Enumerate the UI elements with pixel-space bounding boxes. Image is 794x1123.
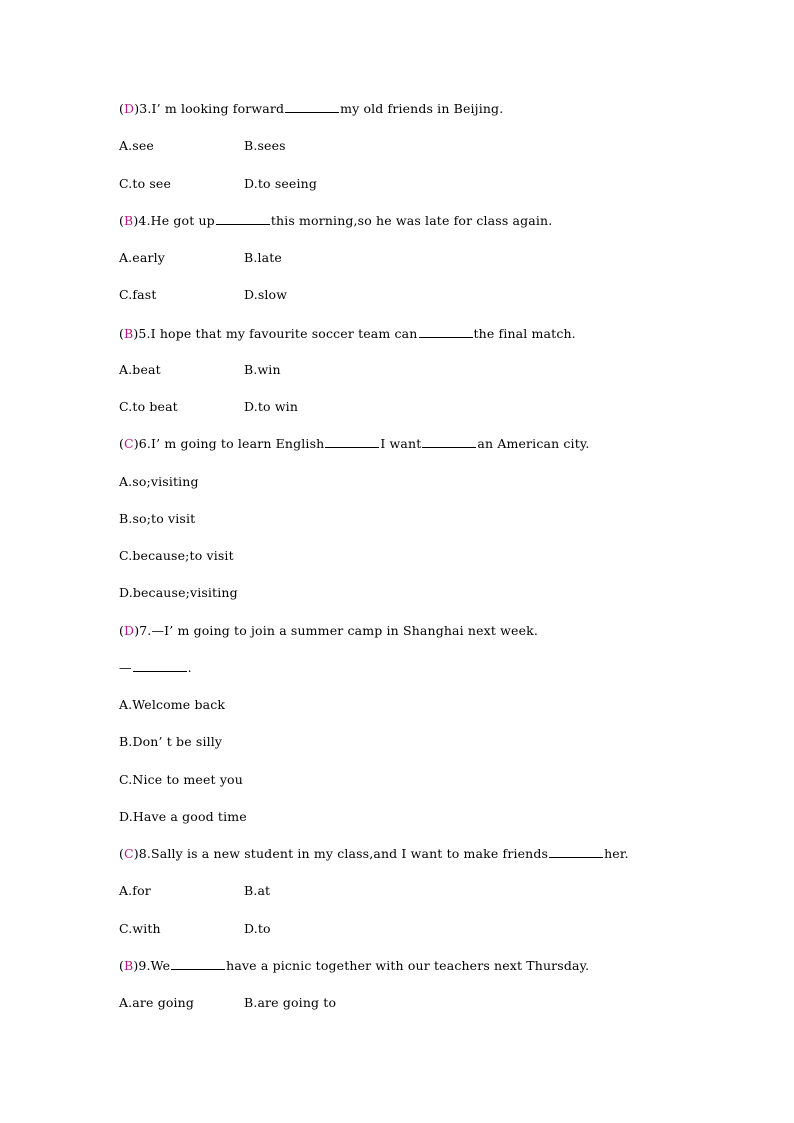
option-a: A.see: [119, 138, 154, 153]
answer-key: B: [124, 326, 134, 341]
question-number: 4.: [138, 213, 151, 228]
answer-key: C: [124, 436, 134, 451]
option-b: B.so;to visit: [119, 511, 196, 526]
option-d: D.Have a good time: [119, 809, 247, 824]
answer-blank: [422, 436, 476, 448]
options-row: [119, 250, 282, 266]
question-5: (B)5.I hope that my favourite soccer team can the final match.: [119, 326, 576, 341]
question-7: (D)7.—I’ m going to join a summer camp in Shanghai next week.: [119, 623, 538, 638]
dialogue-reply: [119, 660, 192, 676]
question-stem: He got up: [150, 213, 215, 228]
question-number: 9.: [138, 958, 151, 973]
answer-blank: [133, 660, 187, 672]
option-b: B.win: [244, 362, 281, 377]
question-stem: I hope that my favourite soccer team can: [150, 326, 418, 341]
question-3: (D)3.I’ m looking forward my old friends in Beijing.: [119, 101, 504, 116]
question-stem: my old friends in Beijing.: [340, 101, 504, 116]
question-number: 8.: [138, 846, 152, 861]
question-number: 3.: [139, 101, 152, 116]
option-a: A.so;visiting: [119, 474, 199, 489]
question-stem: this morning,so he was late for class again.: [270, 213, 553, 228]
option-c: C.with: [119, 921, 161, 936]
options-row: [119, 362, 281, 378]
option-a: A.are going: [119, 995, 195, 1010]
question-stem: her.: [604, 846, 629, 861]
option-a: A.for: [119, 883, 151, 898]
options-row: [119, 921, 271, 937]
question-stem: I’ m going to learn English: [151, 436, 325, 451]
option-c: C.fast: [119, 287, 157, 302]
option-b: B.at: [244, 883, 271, 898]
question-9: (B)9.We have a picnic together with our teachers next Thursday.: [119, 958, 590, 973]
option-a: A.beat: [119, 362, 161, 377]
option-d: D.to win: [244, 399, 299, 414]
option-a: A.early: [119, 250, 165, 265]
question-6: (C)6.I’ m going to learn English I want an American city.: [119, 436, 590, 451]
answer-blank: [325, 436, 379, 448]
question-stem: have a picnic together with our teachers next Thursday.: [226, 958, 590, 973]
answer-blank: [285, 101, 339, 113]
question-stem: —I’ m going to join a summer camp in Shanghai next week.: [151, 623, 538, 638]
option-c: C.to beat: [119, 399, 178, 414]
option-b: B.sees: [244, 138, 286, 153]
answer-key: B: [124, 213, 134, 228]
question-8: (C)8.Sally is a new student in my class,and I want to make friends her.: [119, 846, 629, 861]
answer-blank: [419, 326, 473, 338]
answer-key: C: [124, 846, 134, 861]
answer-blank: [216, 213, 270, 225]
answer-blank: [549, 846, 603, 858]
option-b: B.Don’ t be silly: [119, 734, 223, 749]
option-d: D.slow: [244, 287, 288, 302]
question-stem: an American city.: [477, 436, 590, 451]
option-c: C.to see: [119, 176, 172, 191]
option-c: C.because;to visit: [119, 548, 234, 563]
option-b: B.late: [244, 250, 282, 265]
options-row: [119, 176, 317, 192]
answer-key: D: [124, 623, 135, 638]
option-c: C.Nice to meet you: [119, 772, 243, 787]
option-a: A.Welcome back: [119, 697, 226, 712]
question-number: 5.: [138, 326, 151, 341]
question-stem: I want: [380, 436, 422, 451]
answer-key: B: [124, 958, 134, 973]
question-4: (B)4.He got up this morning,so he was late for class again.: [119, 213, 553, 228]
question-stem: the final match.: [473, 326, 576, 341]
options-row: [119, 287, 288, 303]
option-d: D.to seeing: [244, 176, 317, 191]
reply-end: .: [187, 660, 192, 675]
option-b: B.are going to: [244, 995, 337, 1010]
reply-dash: —: [119, 660, 132, 675]
options-row: [119, 138, 286, 154]
option-d: D.to: [244, 921, 271, 936]
option-d: D.because;visiting: [119, 585, 238, 600]
options-row: [119, 995, 337, 1011]
question-stem: I’ m looking forward: [151, 101, 285, 116]
answer-key: D: [124, 101, 135, 116]
answer-blank: [171, 958, 225, 970]
question-stem: We: [150, 958, 171, 973]
options-row: [119, 399, 299, 415]
question-number: 7.: [139, 623, 152, 638]
options-row: [119, 883, 271, 899]
question-number: 6.: [138, 436, 152, 451]
question-stem: Sally is a new student in my class,and I want to make friends: [151, 846, 549, 861]
